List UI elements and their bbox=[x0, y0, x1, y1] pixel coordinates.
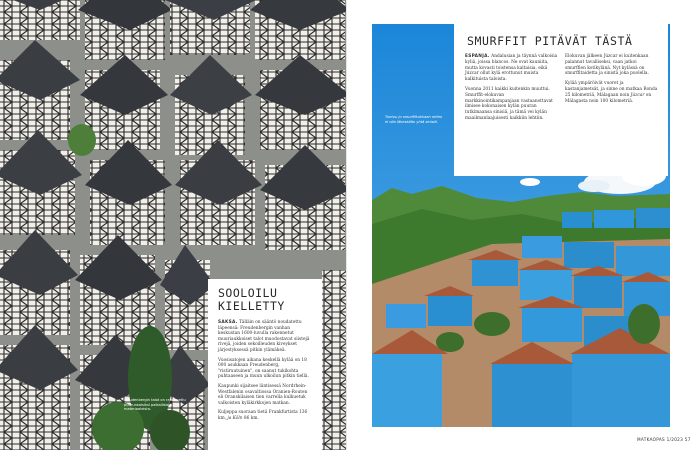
text-columns bbox=[465, 54, 658, 126]
paragraph bbox=[565, 81, 658, 104]
left-page bbox=[0, 0, 346, 450]
paragraph-text: Kylää ympäröivät vuoret ja kastanjametsät, ja sinne on matkaa Ronda 25 kilometriä, Málagaan noin bbox=[565, 81, 658, 98]
article-box-freudenberg bbox=[208, 279, 322, 450]
paragraph: Vuosisatojen aikana keskellä kylää on 18 000 asukkaan Freudenberg, "ristiruutuinen", on saanut tukikohta puhtaaseen ja muun ulkoilun pitkin tiellä. bbox=[218, 357, 309, 380]
paragraph: Vuonna 2011 kaikki kuitenkin muuttui. Smurffit-elokuvan markkinointikampanjaan vastaanottavat ilmisee kokonaisen kylän puuran tutkimaansa sinisiä, ja tämä vei kylän maailmanlaajuisesti kaikkiin lehtiin. bbox=[465, 86, 553, 121]
headline: SOOLOILU KIELLETTY bbox=[218, 286, 285, 313]
right-page bbox=[347, 0, 694, 450]
paragraph: Kaupunki sijaitsee läntisessä Nordrhein-Westfalenin osavaltiossa Oranien-Routen eli Oranskilaisen tien varrella kulkuetuk valkoisten kyläkirkkojen matkan. bbox=[218, 383, 308, 406]
emphasis: Júzcar bbox=[630, 92, 645, 98]
paragraph-text: 86 km. bbox=[242, 415, 259, 421]
paragraph bbox=[465, 54, 558, 83]
paragraph bbox=[218, 410, 313, 421]
article-box-juzcar bbox=[454, 24, 668, 176]
photo-caption: Freudenbergin talot on rakennettu puurunkoisiksi paikallisista materiaaleista. bbox=[124, 398, 186, 412]
paragraph bbox=[218, 320, 313, 354]
paragraph-text: Tälläin on sääntö noudatettu läpeensä: Freudenbergin vanhan keskustan 1600-luvulla rakennetut muuriaukkoiset talot muodostavat siistejä rivejä, joiden sekoilleuden kiveykset järjestyksessä pitkin ylämäkeä. bbox=[218, 320, 310, 353]
paragraph-text: Andalusian ja täynnä valkoisia kyliä, joissa blancos. Ne ovat kauniita, mutta kovasti toistensa kaltaisia, eikä Júzcar ollut kylä erottunut muista kalkituista taloista. bbox=[465, 54, 558, 83]
photo-caption: Tuntuu jo smurffikukkaan miten ei olla läheskään yhtä sinisiä. bbox=[385, 115, 443, 124]
paragraph-text: Kuljeppa suoraan tietä Frankfurtista 136 km, bbox=[218, 410, 308, 421]
paragraph-lead: SAKSA. bbox=[218, 320, 238, 325]
headline: SMURFFIT PITÄVÄT TÄSTÄ bbox=[467, 34, 633, 48]
paragraph-text: on Málagasta noin 100 kilometriä. bbox=[565, 92, 652, 104]
column bbox=[565, 54, 658, 126]
paragraph-lead: ESPANJA. bbox=[465, 54, 490, 59]
column bbox=[465, 54, 558, 126]
emphasis: ja Köln bbox=[227, 415, 243, 421]
paragraph: Elokuvan jälkeen Júzcar ei kuitenkaan palannut tavalliseksi, vaan jatkoi smurffien kotikylänä. Nyt kylässä on smurffitaidetta ja sinistä joka puolella. bbox=[565, 54, 649, 77]
page-folio: MATKAOPAS 1/2023 57 bbox=[637, 437, 691, 442]
